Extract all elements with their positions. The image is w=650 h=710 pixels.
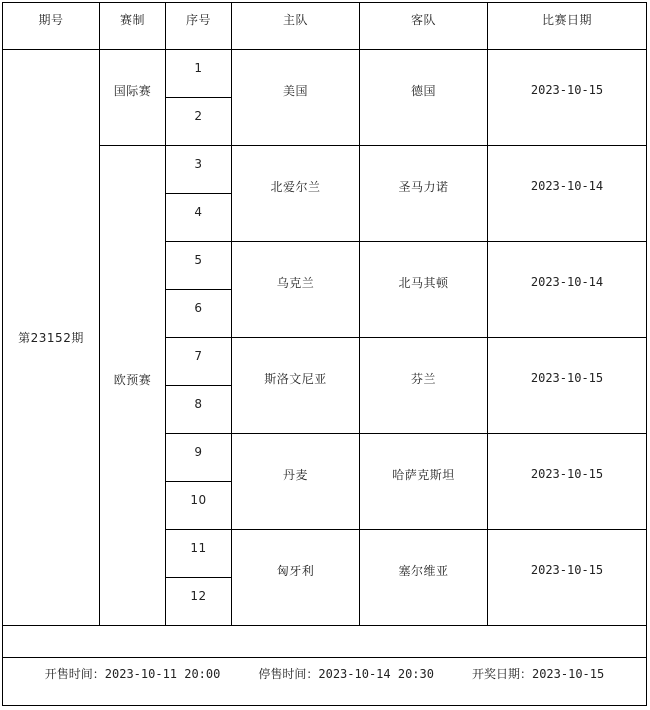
home-team: 匈牙利 [276, 563, 315, 578]
match-date: 2023-10-15 [530, 371, 604, 385]
away-team: 哈萨克斯坦 [392, 467, 455, 482]
lottery-schedule-table [2, 2, 647, 706]
home-team: 美国 [282, 83, 308, 98]
match-date: 2023-10-15 [530, 563, 604, 577]
sale-start-label: 开售时间： [44, 666, 105, 681]
home-team: 丹麦 [282, 467, 308, 482]
away-team: 北马其顿 [398, 275, 449, 290]
header-period: 期号 [38, 12, 64, 27]
home-team: 乌克兰 [276, 275, 315, 290]
draw-date-value: 2023-10-15 [531, 666, 605, 681]
seq-number: 12 [190, 589, 207, 603]
sale-info-footer [2, 658, 647, 688]
seq-number: 2 [194, 109, 203, 123]
type-international: 国际赛 [113, 83, 152, 98]
seq-number: 10 [190, 493, 207, 507]
header-seq: 序号 [185, 12, 211, 27]
seq-number: 5 [194, 253, 203, 267]
away-team: 芬兰 [410, 371, 436, 386]
seq-number: 9 [194, 445, 203, 459]
seq-number: 4 [194, 205, 203, 219]
seq-number: 8 [194, 397, 203, 411]
home-team: 北爱尔兰 [270, 179, 321, 194]
away-team: 塞尔维亚 [398, 563, 449, 578]
seq-number: 3 [194, 157, 203, 171]
header-type: 赛制 [119, 12, 145, 27]
period-cell: 第23152期 [18, 331, 84, 345]
sale-start-value: 2023-10-11 20:00 [104, 666, 221, 681]
sale-stop-value: 2023-10-14 20:30 [318, 666, 434, 681]
table-border-bottom [2, 705, 647, 706]
header-date: 比赛日期 [541, 12, 592, 27]
sale-stop [258, 665, 434, 682]
seq-number: 11 [190, 541, 207, 555]
home-team: 斯洛文尼亚 [264, 371, 327, 386]
seq-number: 6 [194, 301, 203, 315]
seq-number: 7 [194, 349, 203, 363]
table-border-right [646, 2, 647, 706]
sale-start [45, 665, 221, 682]
away-team: 圣马力诺 [398, 179, 449, 194]
match-date: 2023-10-15 [530, 83, 604, 97]
header-away: 客队 [410, 12, 436, 27]
sale-stop-label: 停售时间： [258, 666, 319, 681]
away-team: 德国 [410, 83, 436, 98]
match-date: 2023-10-14 [530, 275, 604, 289]
header-home: 主队 [282, 12, 308, 27]
type-euro-qualifier: 欧预赛 [113, 372, 152, 387]
seq-number: 1 [194, 61, 203, 75]
match-date: 2023-10-15 [530, 467, 604, 481]
draw-date-label: 开奖日期： [471, 666, 532, 681]
draw-date [472, 665, 604, 682]
match-date: 2023-10-14 [530, 179, 604, 193]
